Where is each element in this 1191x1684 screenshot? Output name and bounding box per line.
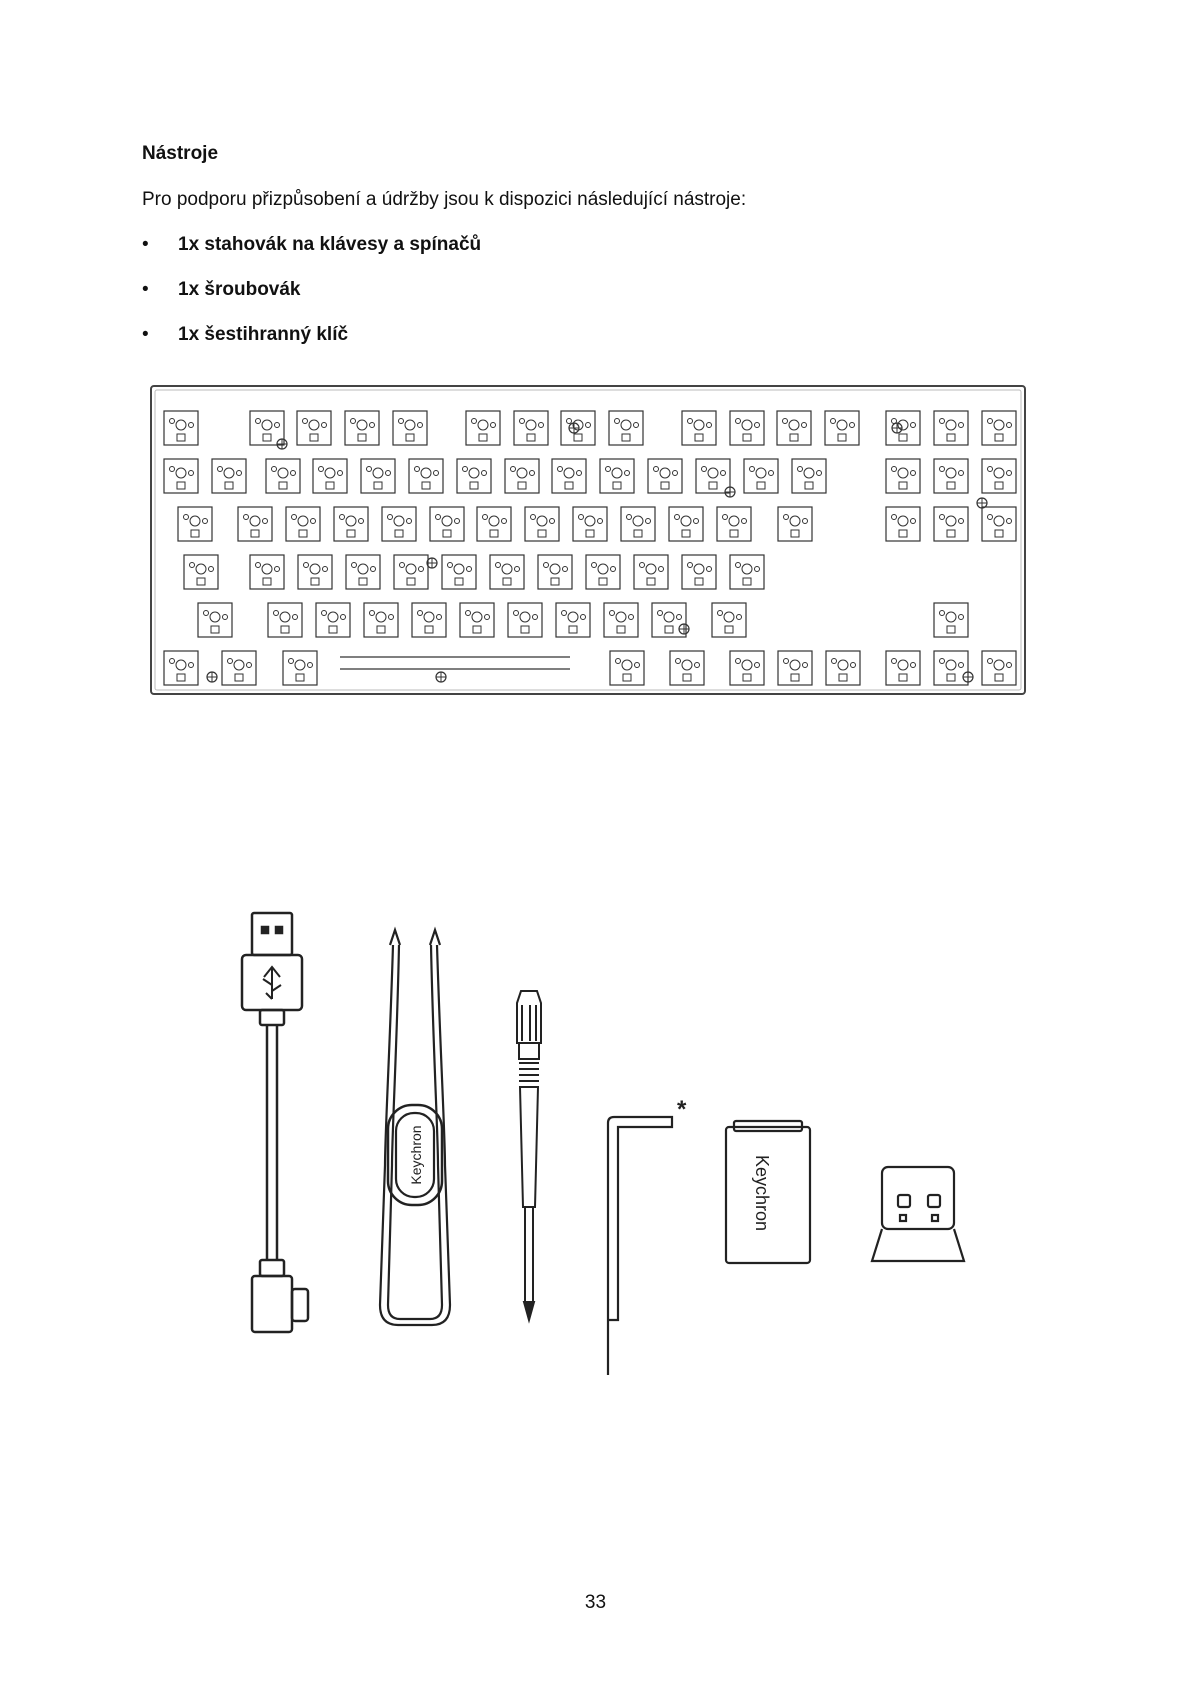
section-heading: Nástroje bbox=[142, 143, 219, 164]
tool-list bbox=[142, 234, 481, 369]
switch-cutout bbox=[466, 411, 500, 445]
switch-cutout bbox=[886, 459, 920, 493]
switch-cutout bbox=[238, 507, 272, 541]
keychron-card-icon bbox=[726, 1121, 810, 1263]
switch-cutout bbox=[361, 459, 395, 493]
switch-cutout bbox=[268, 603, 302, 637]
switch-cutout bbox=[717, 507, 751, 541]
switch-cutout bbox=[982, 651, 1016, 685]
tool-label: 1x šroubovák bbox=[178, 279, 301, 300]
switch-cutout bbox=[621, 507, 655, 541]
bullet-icon: • bbox=[142, 324, 149, 345]
switch-cutout bbox=[934, 603, 968, 637]
switch-cutout bbox=[886, 411, 920, 445]
switch-cutout bbox=[652, 603, 686, 637]
switch-cutout bbox=[682, 555, 716, 589]
switch-cutout bbox=[934, 459, 968, 493]
hex-key-icon bbox=[608, 1096, 687, 1375]
switch-cutout bbox=[460, 603, 494, 637]
switch-cutout bbox=[412, 603, 446, 637]
switch-cutout bbox=[934, 411, 968, 445]
switch-cutout bbox=[886, 651, 920, 685]
hex-key-marker: * bbox=[677, 1096, 687, 1123]
switch-cutout bbox=[778, 651, 812, 685]
switch-cutout bbox=[538, 555, 572, 589]
screw-hole bbox=[679, 624, 689, 634]
switch-cutout bbox=[222, 651, 256, 685]
screw-hole bbox=[725, 487, 735, 497]
switch-cutout bbox=[394, 555, 428, 589]
switch-cutout bbox=[514, 411, 548, 445]
switch-cutout bbox=[600, 459, 634, 493]
usb-receiver-icon bbox=[872, 1167, 964, 1261]
screw-hole bbox=[427, 558, 437, 568]
switch-cutout bbox=[313, 459, 347, 493]
switch-cutout bbox=[610, 651, 644, 685]
switch-cutout bbox=[250, 555, 284, 589]
list-item bbox=[142, 279, 481, 324]
screw-hole bbox=[977, 498, 987, 508]
keycap-switch-puller-icon bbox=[380, 930, 450, 1325]
switch-cutout bbox=[409, 459, 443, 493]
switch-cutout bbox=[286, 507, 320, 541]
card-logo: Keychron bbox=[752, 1154, 772, 1232]
list-item bbox=[142, 234, 481, 279]
switch-cutout bbox=[556, 603, 590, 637]
switch-cutout bbox=[730, 651, 764, 685]
screw-hole bbox=[569, 423, 579, 433]
screw-hole bbox=[892, 423, 902, 433]
bullet-icon: • bbox=[142, 234, 149, 255]
switch-cutout bbox=[164, 411, 198, 445]
accessories-illustration bbox=[230, 905, 1030, 1375]
switch-cutout bbox=[442, 555, 476, 589]
switch-cutout bbox=[198, 603, 232, 637]
switch-cutout bbox=[184, 555, 218, 589]
screwdriver-icon bbox=[517, 991, 541, 1320]
switch-cutout bbox=[982, 411, 1016, 445]
switch-cutout bbox=[164, 459, 198, 493]
switch-cutout bbox=[212, 459, 246, 493]
switch-cutout bbox=[982, 459, 1016, 493]
screw-hole bbox=[436, 672, 446, 682]
switch-cutout bbox=[178, 507, 212, 541]
switch-cutout bbox=[586, 555, 620, 589]
switch-cutout bbox=[792, 459, 826, 493]
switch-cutout bbox=[552, 459, 586, 493]
switch-cutout bbox=[346, 555, 380, 589]
switch-cutout bbox=[886, 507, 920, 541]
switch-cutout bbox=[477, 507, 511, 541]
switch-cutout bbox=[826, 651, 860, 685]
puller-logo: Keychron bbox=[408, 1125, 424, 1185]
switch-cutout bbox=[490, 555, 524, 589]
switch-cutout bbox=[696, 459, 730, 493]
switch-cutout bbox=[825, 411, 859, 445]
page-number: 33 bbox=[584, 1592, 607, 1613]
switch-cutout bbox=[670, 651, 704, 685]
switch-cutout bbox=[744, 459, 778, 493]
switch-cutout bbox=[430, 507, 464, 541]
switch-cutout bbox=[297, 411, 331, 445]
switch-cutout bbox=[508, 603, 542, 637]
bullet-icon: • bbox=[142, 279, 149, 300]
switch-cutout bbox=[609, 411, 643, 445]
switch-cutout bbox=[778, 507, 812, 541]
tool-label: 1x šestihranný klíč bbox=[178, 324, 349, 345]
switch-cutout bbox=[334, 507, 368, 541]
switch-cutout bbox=[712, 603, 746, 637]
switch-cutout bbox=[505, 459, 539, 493]
switch-cutout bbox=[604, 603, 638, 637]
switch-cutout bbox=[164, 651, 198, 685]
switch-cutout bbox=[266, 459, 300, 493]
switch-cutout bbox=[364, 603, 398, 637]
switch-cutout bbox=[298, 555, 332, 589]
switch-cutout bbox=[283, 651, 317, 685]
tool-label: 1x stahovák na klávesy a spínačů bbox=[178, 234, 482, 255]
switch-cutout bbox=[316, 603, 350, 637]
switch-cutout bbox=[730, 555, 764, 589]
intro-paragraph: Pro podporu přizpůsobení a údržby jsou k dispozici následující nástroje: bbox=[142, 189, 747, 210]
switch-cutout bbox=[382, 507, 416, 541]
screw-hole bbox=[963, 672, 973, 682]
switch-cutout bbox=[682, 411, 716, 445]
switch-cutout bbox=[669, 507, 703, 541]
switch-cutout bbox=[525, 507, 559, 541]
space-stabilizer bbox=[340, 657, 570, 669]
switch-cutout bbox=[777, 411, 811, 445]
list-item bbox=[142, 324, 481, 369]
keyboard-plate-diagram bbox=[150, 385, 1026, 695]
switch-cutout bbox=[345, 411, 379, 445]
switch-cutout bbox=[457, 459, 491, 493]
usb-cable-icon bbox=[242, 913, 308, 1332]
switch-cutout bbox=[648, 459, 682, 493]
switch-cutout bbox=[393, 411, 427, 445]
switch-cutout bbox=[730, 411, 764, 445]
switch-cutout bbox=[573, 507, 607, 541]
switch-cutout bbox=[934, 507, 968, 541]
switch-cutout bbox=[982, 507, 1016, 541]
screw-hole bbox=[277, 439, 287, 449]
switch-cutout bbox=[634, 555, 668, 589]
screw-hole bbox=[207, 672, 217, 682]
switch-cutout bbox=[934, 651, 968, 685]
